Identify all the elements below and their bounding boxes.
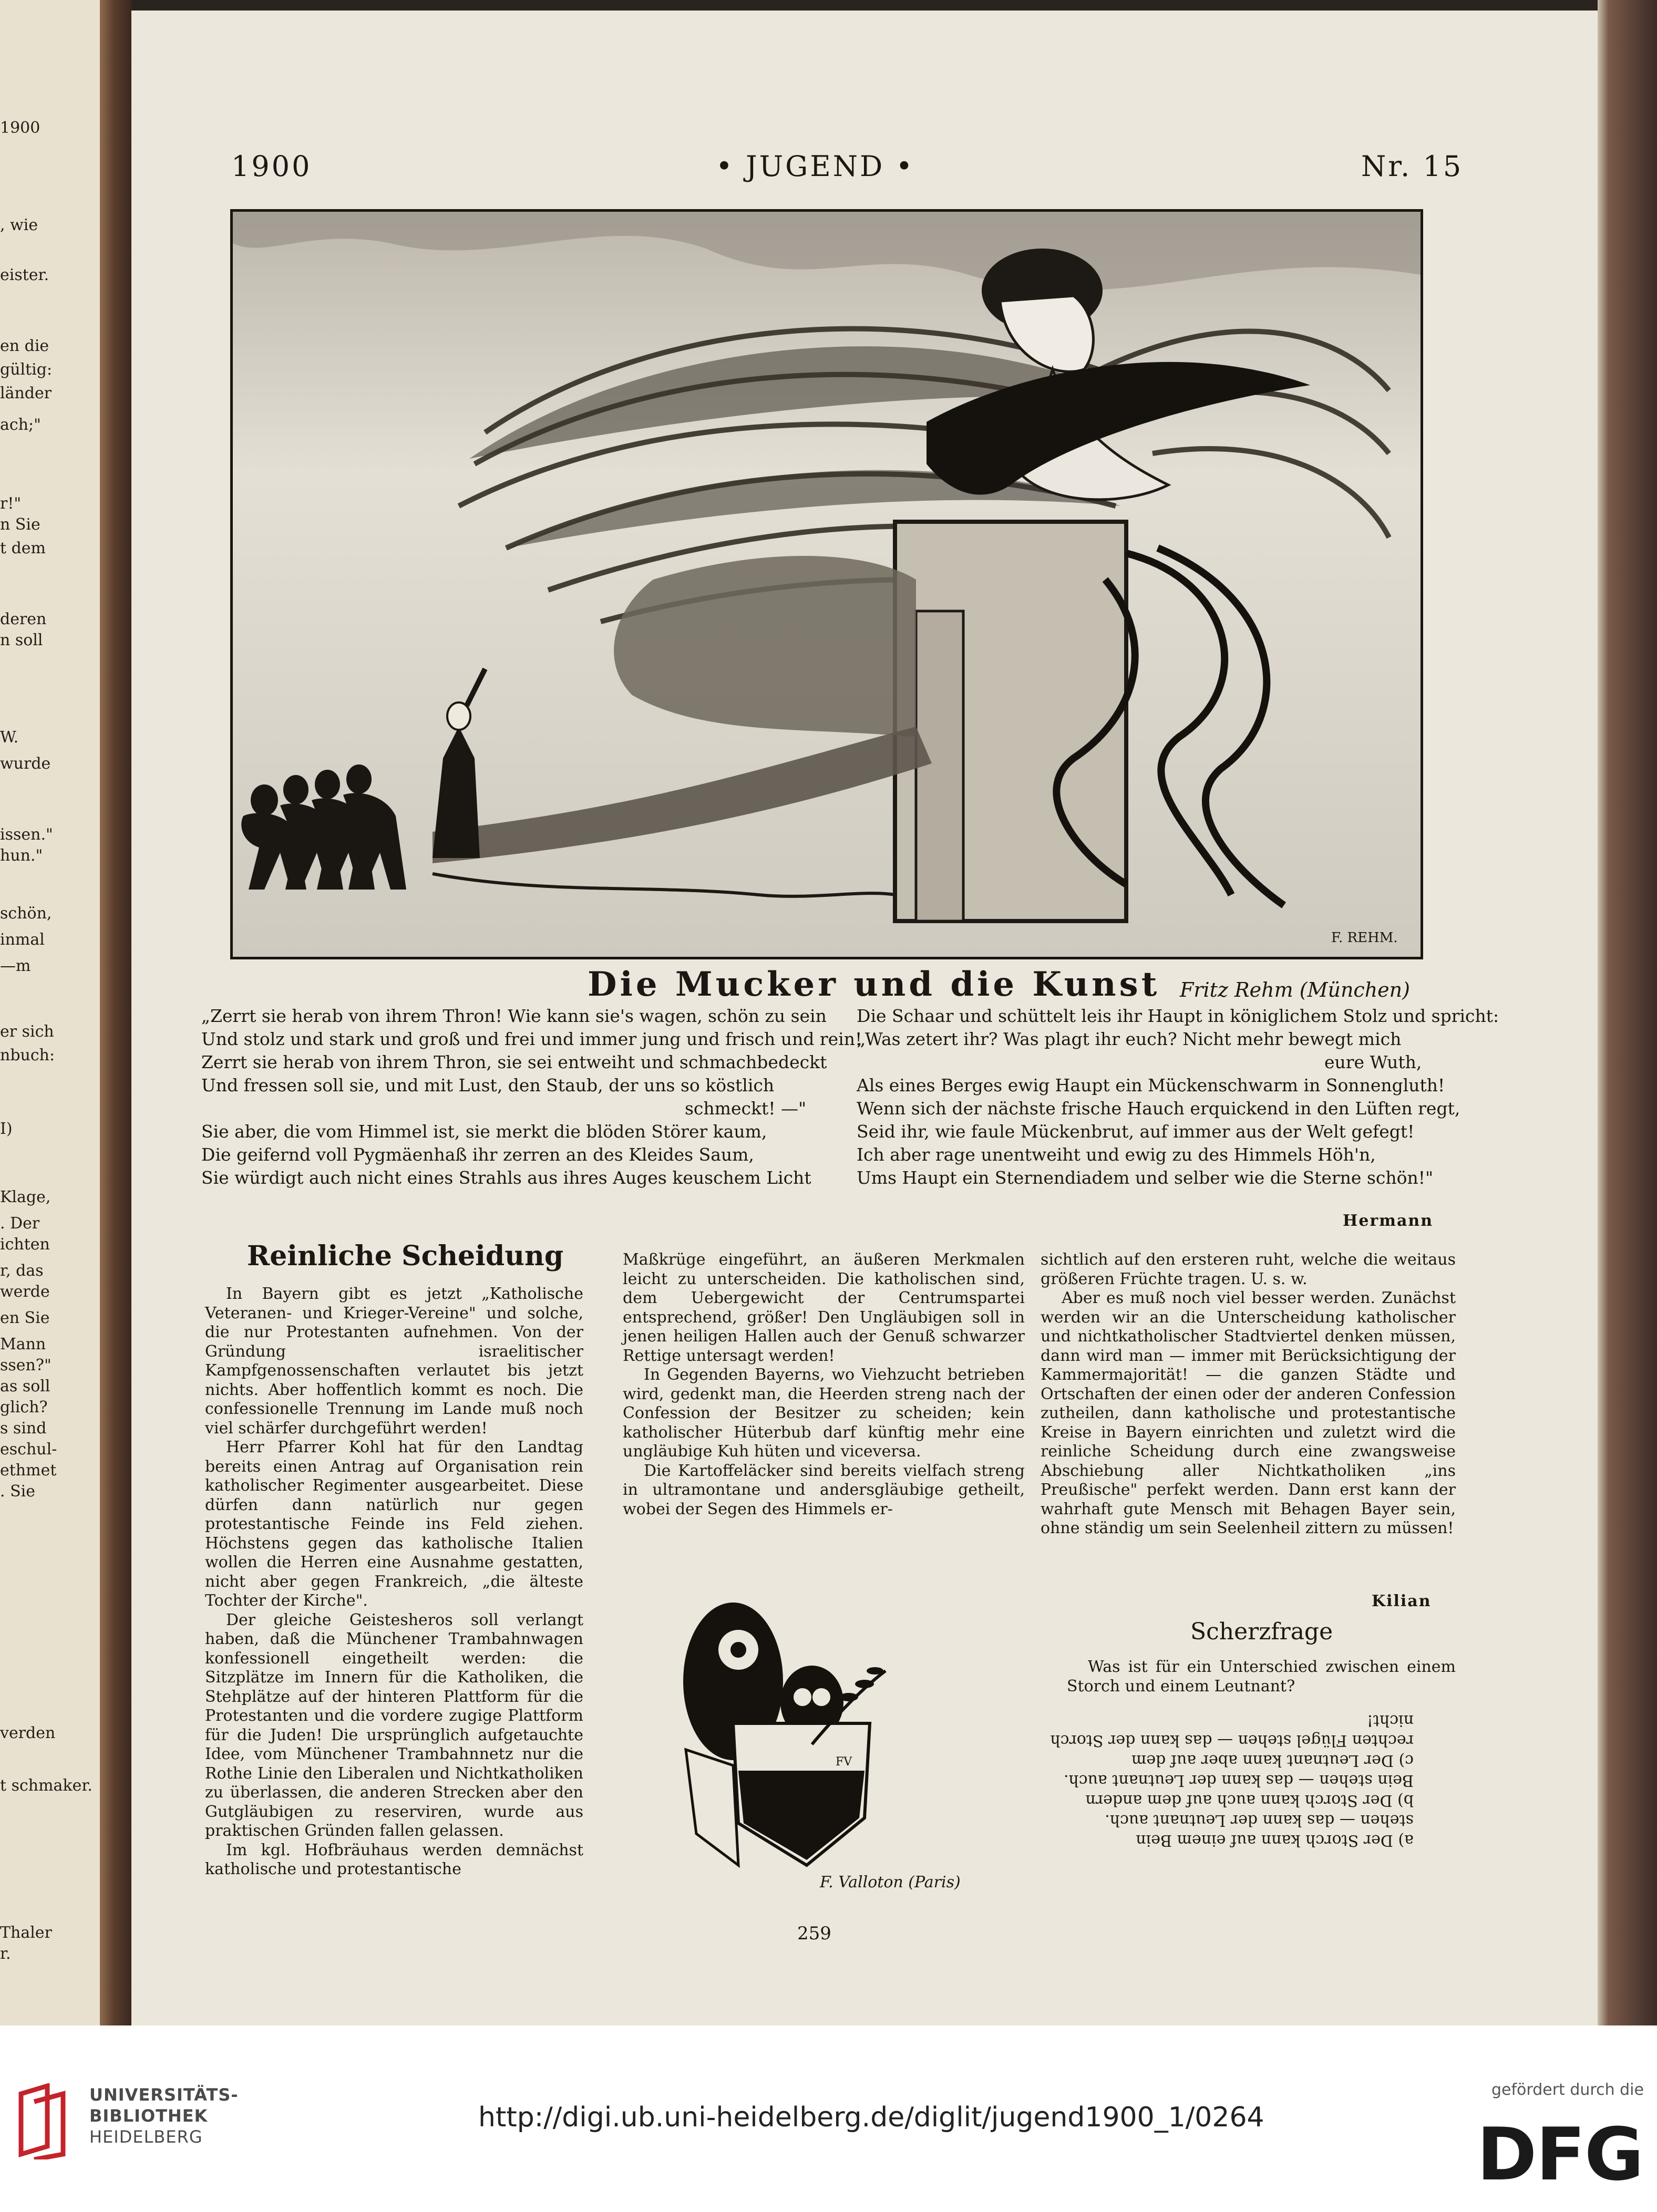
left-page-text-fragment: r!"	[0, 494, 22, 513]
left-page-text-fragment: länder	[0, 384, 52, 402]
riddle-title: Scherzfrage	[1190, 1618, 1333, 1645]
university-name-line: BIBLIOTHEK	[89, 2106, 208, 2126]
left-page-text-fragment: issen."	[0, 825, 53, 844]
left-page-text-fragment: glich?	[0, 1398, 48, 1417]
header-year: 1900	[231, 150, 312, 183]
article-paragraph: Der gleiche Geistesheros soll verlangt haben, daß die Münchener Trambahnwagen konfessionell eingetheilt werden: die Sitzplätze im Innern für die Katholiken, die Stehplätze auf der hinteren Plattform für die Protestanten und die vordere zugige Plattform für die Juden! Die ursprünglich aufgetauchte Idee, vom Münchener Trambahnnetz nur die Rothe Linie den Liberalen und Nichtkatholiken zu überlassen, die anderen Strecken aber den Gutgläubigen zu reserviren, wurde aus praktischen Gründen fallen gelassen.	[205, 1610, 583, 1840]
left-page-text-fragment: er sich	[0, 1022, 54, 1041]
left-page-text-fragment: ach;"	[0, 416, 41, 434]
left-page-text-fragment: n Sie	[0, 515, 40, 534]
owl-illustration	[654, 1592, 891, 1876]
article-paragraph: Aber es muß noch viel besser werden. Zunächst werden wir an die Unterscheidung katholischer und nichtkatholischer Stadtviertel denken müssen, dann wird man — immer mit Berücksichtigung der Kammermajorität! — die ganzen Städte und Ortschaften der einen oder der anderen Confession zutheilen, dann katholische und protestantische Kreise in Bayern einrichten und zuletzt wird die reinliche Scheidung durch eine zwangsweise Abschiebung aller Nichtkatholiken „ins Preußische" perfekt werden. Dann erst kann der wahrhaft gute Mensch mit Behagen Bayer sein, ohne ständig um sein Seelenheil zittern zu müssen!	[1041, 1289, 1456, 1537]
left-page-text-fragment: , wie	[0, 216, 38, 234]
riddle-question-block	[1067, 1658, 1456, 1696]
left-page-text-fragment: en die	[0, 337, 49, 355]
article-column-3	[1041, 1250, 1456, 1538]
riddle-answer-line: b) Der Storch kann auch auf dem andern	[1085, 1791, 1414, 1810]
left-page-text-fragment: ichten	[0, 1235, 50, 1254]
left-page-text-fragment: deren	[0, 610, 47, 628]
university-logo-icon	[16, 2083, 76, 2159]
left-page-text-fragment: schön,	[0, 904, 52, 923]
left-page-text-fragment: . Sie	[0, 1482, 35, 1501]
header-title: • JUGEND •	[716, 150, 915, 183]
left-page-text-fragment: 1900	[0, 119, 40, 137]
poem-title: Die Mucker und die Kunst	[588, 965, 1160, 1004]
left-page-text-fragment: hun."	[0, 846, 43, 865]
article-column-2	[623, 1250, 1025, 1519]
left-page-text-fragment: I)	[0, 1120, 13, 1138]
poem-line: Ich aber rage unentweiht und ewig zu des Himmels Höh'n,	[857, 1144, 1376, 1165]
left-page-text-fragment: n soll	[0, 631, 43, 649]
dfg-logo: DFG	[1477, 2112, 1643, 2197]
poem-line: Sie aber, die vom Himmel ist, sie merkt die blöden Störer kaum,	[201, 1121, 767, 1142]
poem-line: „Zerrt sie herab von ihrem Thron! Wie kann sie's wagen, schön zu sein	[201, 1006, 827, 1026]
page-number: 259	[797, 1923, 831, 1944]
illustration-die-mucker	[230, 209, 1423, 959]
article-paragraph: Maßkrüge eingeführt, an äußeren Merkmalen leicht zu unterscheiden. Die katholischen sind, dem Uebergewicht der Centrumspartei entsprechend, größer! Den Ungläubigen soll in jenen heiligen Hallen auch der Genuß schwarzer Rettige untersagt werden!	[623, 1250, 1025, 1365]
article-paragraph: sichtlich auf den ersteren ruht, welche die weitaus größeren Früchte tragen. U. s. w.	[1041, 1250, 1456, 1288]
illustration-drawing	[233, 212, 1421, 957]
left-page-text-fragment: . Der	[0, 1214, 40, 1233]
article-title: Reinliche Scheidung	[247, 1240, 564, 1272]
riddle-answer-line: stehen — das kann der Leutnant auch.	[1105, 1811, 1414, 1829]
left-page-text-fragment: verden	[0, 1724, 56, 1742]
poem-line: Zerrt sie herab von ihrem Thron, sie sei entweiht und schmachbedeckt	[201, 1052, 827, 1072]
left-page-text-fragment: W.	[0, 728, 19, 747]
article-paragraph: In Gegenden Bayerns, wo Viehzucht betrieben wird, gedenkt man, die Heerden streng nach der Confession der Besitzer zu scheiden; kein katholischer Hüterbub darf künftig mehr eine ungläubige Kuh hüten und viceversa.	[623, 1366, 1025, 1461]
left-page-text-fragment: eschul-	[0, 1440, 57, 1459]
left-page-text-fragment: as soll	[0, 1377, 50, 1396]
left-page-text-fragment: werde	[0, 1283, 50, 1301]
book-gutter	[100, 0, 131, 2025]
article-column-1	[205, 1285, 583, 1879]
left-facing-page	[0, 0, 100, 2025]
poem-right-column	[857, 1005, 1499, 1190]
poem-line: schmeckt! —"	[685, 1098, 807, 1119]
poem-line: Wenn sich der nächste frische Hauch erquickend in den Lüften regt,	[857, 1098, 1460, 1119]
left-page-text-fragment: s sind	[0, 1419, 47, 1438]
owl-monogram: FV	[836, 1755, 852, 1769]
left-page-text-fragment: en Sie	[0, 1309, 50, 1327]
poem-line: Als eines Berges ewig Haupt ein Mückenschwarm in Sonnengluth!	[857, 1075, 1445, 1095]
left-page-text-fragment: —m	[0, 957, 31, 975]
article-paragraph: Herr Pfarrer Kohl hat für den Landtag bereits einen Antrag auf Organisation rein katholischer Regimenter ausgearbeitet. Diese dürfen dann natürlich nur gegen protestantische Feinde ins Feld ziehen. Höchstens gegen das katholische Italien wollen die Herren eine Ausnahme gestatten, nicht aber gegen Frankreich, „die älteste Tochter der Kirche".	[205, 1438, 583, 1610]
left-page-text-fragment: r.	[0, 1945, 11, 1963]
article-paragraph: In Bayern gibt es jetzt „Katholische Veteranen- und Krieger-Vereine" und solche, die nur Protestanten aufnehmen. Von der Gründung israelitischer Kampfgenossenschaften verlautet bis jetzt nichts. Aber hoffentlich kommt es noch. Die confessionelle Trennung im Lande muß noch viel schärfer durchgeführt werden!	[205, 1285, 583, 1438]
university-name-line: HEIDELBERG	[89, 2127, 203, 2147]
left-page-text-fragment: inmal	[0, 931, 45, 949]
left-page-text-fragment: t schmaker.	[0, 1776, 92, 1795]
poem-credit: Fritz Rehm (München)	[1180, 978, 1410, 1001]
left-page-text-fragment: ethmet	[0, 1461, 57, 1480]
left-page-text-fragment: Thaler	[0, 1924, 52, 1942]
riddle-answer-inverted	[1041, 1710, 1414, 1850]
article-paragraph: Im kgl. Hofbräuhaus werden demnächst katholische und protestantische	[205, 1841, 583, 1878]
poem-line: Und fressen soll sie, und mit Lust, den Staub, der uns so köstlich	[201, 1075, 775, 1095]
poem-line: Sie würdigt auch nicht eines Strahls aus ihres Auges keuschem Licht	[201, 1167, 811, 1188]
illustration-signature: F. REHM.	[1331, 930, 1398, 946]
poem-line: „Was zetert ihr? Was plagt ihr euch? Nicht mehr bewegt mich	[857, 1029, 1402, 1049]
poem-line: Die Schaar und schüttelt leis ihr Haupt in königlichem Stolz und spricht:	[857, 1006, 1499, 1026]
article-signature: Kilian	[1372, 1592, 1432, 1610]
riddle-answer-line: rechten Flügel stehen — das kann der Storch	[1050, 1731, 1414, 1750]
left-page-text-fragment: wurde	[0, 754, 51, 773]
owl-caption: F. Valloton (Paris)	[820, 1873, 961, 1891]
poem-line: Ums Haupt ein Sternendiadem und selber wie die Sterne schön!"	[857, 1167, 1434, 1188]
left-page-text-fragment: gültig:	[0, 360, 53, 379]
page-edge	[1598, 0, 1657, 2025]
poem-signature: Hermann	[1343, 1212, 1434, 1230]
funded-by-text: gefördert durch die	[1491, 2081, 1644, 2099]
left-page-text-fragment: t dem	[0, 539, 46, 557]
left-page-text-fragment: r, das	[0, 1262, 44, 1280]
riddle-answer-line: nicht!	[1366, 1711, 1414, 1730]
left-page-text-fragment: Klage,	[0, 1188, 51, 1206]
left-page-text-fragment: eister.	[0, 266, 49, 284]
left-page-text-fragment: Mann	[0, 1335, 46, 1353]
header-issue: Nr. 15	[1361, 150, 1464, 183]
source-url-link[interactable]: http://digi.ub.uni-heidelberg.de/diglit/jugend1900_1/0264	[478, 2102, 1264, 2133]
left-page-text-fragment: ssen?"	[0, 1356, 52, 1374]
university-name-line: UNIVERSITÄTS-	[89, 2085, 239, 2105]
riddle-question: Was ist für ein Unterschied zwischen einem Storch und einem Leutnant?	[1067, 1658, 1456, 1696]
article-paragraph: Die Kartoffeläcker sind bereits vielfach streng in ultramontane und andersgläubige getheilt, wobei der Segen des Himmels er-	[623, 1461, 1025, 1518]
poem-line: eure Wuth,	[1324, 1052, 1422, 1072]
riddle-answer-line: c) Der Leutnant kann aber auf dem	[1131, 1751, 1414, 1770]
left-page-text-fragment: nbuch:	[0, 1046, 55, 1064]
riddle-answer-line: Bein stehen — das kann der Leutnant auch.	[1063, 1771, 1414, 1790]
poem-line: Die geifernd voll Pygmäenhaß ihr zerren an des Kleides Saum,	[201, 1144, 754, 1165]
poem-left-column	[201, 1005, 862, 1190]
poem-line: Und stolz und stark und groß und frei und immer jung und frisch und rein!	[201, 1029, 862, 1049]
poem-line: Seid ihr, wie faule Mückenbrut, auf immer aus der Welt gefegt!	[857, 1121, 1415, 1142]
riddle-answer-line: a) Der Storch kann auf einem Bein	[1136, 1831, 1414, 1849]
